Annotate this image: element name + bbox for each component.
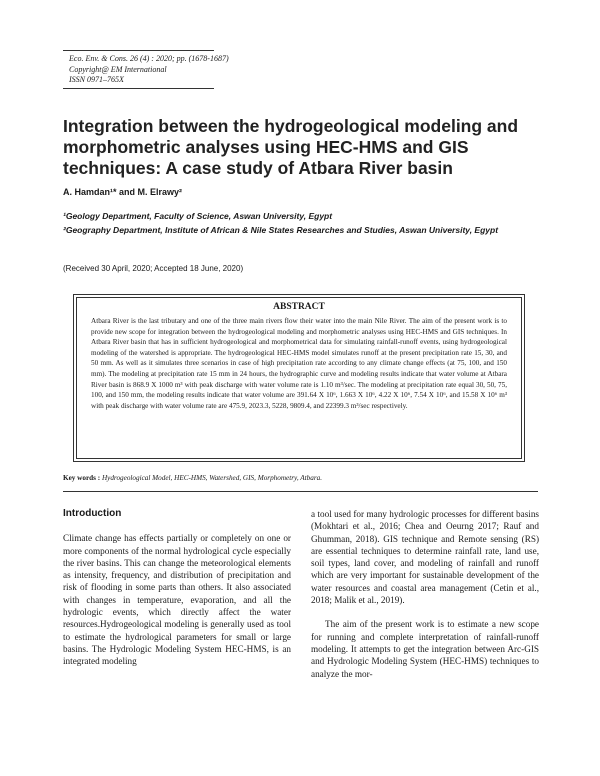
introduction-heading: Introduction [63, 508, 122, 519]
keywords [63, 474, 543, 482]
intro-paragraph-continued: a tool used for many hydrologic processes for different basins (Mokhtari et al., 2016; Chea and Oeurng 2017; Rauf and Ghumman, 2018). GIS technique and Remote sensing (RS) are essential techniques to determine rainfall rate, land use, soil types, land cover, and modeling of rainfall and runoff which are very important for sustainable development of the water resources and coastal area management (Cetin et al., 2018; Malik et al., 2019). [311, 509, 539, 606]
intro-paragraph-2: The aim of the present work is to estimate a new scope for running and complete interpretation of rainfall-runoff modeling. It attempts to get the integration between Arc-GIS and Hydrologic Modeling System (HEC-HMS) techniques to analyze the mor- [311, 619, 539, 679]
abstract-box [73, 294, 525, 462]
received-dates: (Received 30 April, 2020; Accepted 18 June, 2020) [63, 264, 244, 273]
paper-title: Integration between the hydrogeological modeling and morphometric analyses using HEC-HMS and GIS techniques: A case study of Atbara River basin [63, 116, 519, 178]
keywords-label: Key words : [63, 474, 101, 482]
left-column [63, 508, 291, 668]
journal-copyright: Copyright@ EM International [69, 64, 167, 74]
journal-citation: Eco. Env. & Cons. 26 (4) : 2020; pp. (1678-1687) [69, 54, 229, 63]
affiliation-2: ²Geography Department, Institute of African & Nile States Researches and Studies, Aswan University, Egypt [63, 225, 499, 235]
intro-paragraph-1: Climate change has effects partially or completely on one or more components of the normal hydrological cycle especially the river basins. This can change the meteorological elements as intensity, frequency, and distribution of precipitation and risk of flooding in some parts than others. It also associated with changes in temperature, evaporation, and all the hydrologic events, which directly affect the water resources.Hydrogeological modeling is generally used as tool to estimate the hydrological parameters for small or large basins. The Hydrologic Modeling System HEC-HMS, is an integrated modeling [63, 533, 291, 667]
affiliation-1: ¹Geology Department, Faculty of Science, Aswan University, Egypt [63, 211, 333, 221]
journal-issn: ISSN 0971–765X [69, 75, 124, 84]
abstract-text: Atbara River is the last tributary and one of the three main rivers flow their water into the main Nile River. The aim of the present work is to provide new scope for integration between the hydrogeological modeling and morphometric analyses using HEC-HMS and GIS techniques. In Atbara River basin that has in sufficient hydrogeological and morphometrical data for simulating rainfall-runoff events, using hydrogeological modeling of the watershed is appropriate. The hydrogeological HEC-HMS model simulates runoff at the present precipitation rate 15, 30, and 50 mm. As well as it simulates three scenarios in case of high precipitation rate according to any climate change effects (at 75, 100, and 150 mm). The modeling at precipitation rate 15 mm in 24 hours, the hydrographic curve and modeling results indicate that water volume at Atbara River basin is 868.9 X 1000 m³ with peak discharge with water volume rate is 1.10 m³/sec. The modeling at precipitation rate equal 30, 50, 75, 100, and 150 mm, the modeling results indicate that water volume are 391.64 X 10⁶, 1.663 X 10⁶, 4.22 X 10⁶, 7.54 X 10⁶, and 15.58 X 10⁶ m³ with peak discharge with water volume rate are 475.9, 2023.3, 5228, 9809.4, and 22399.3 m³/sec respectively. [91, 317, 507, 410]
authors: A. Hamdan¹* and M. Elrawy² [63, 187, 183, 197]
right-column [311, 508, 539, 680]
keywords-text: Hydrogeological Model, HEC-HMS, Watershed, GIS, Morphometry, Atbara. [101, 474, 323, 482]
abstract-heading: ABSTRACT [273, 302, 325, 312]
journal-info-box [63, 50, 229, 89]
divider [63, 491, 538, 492]
